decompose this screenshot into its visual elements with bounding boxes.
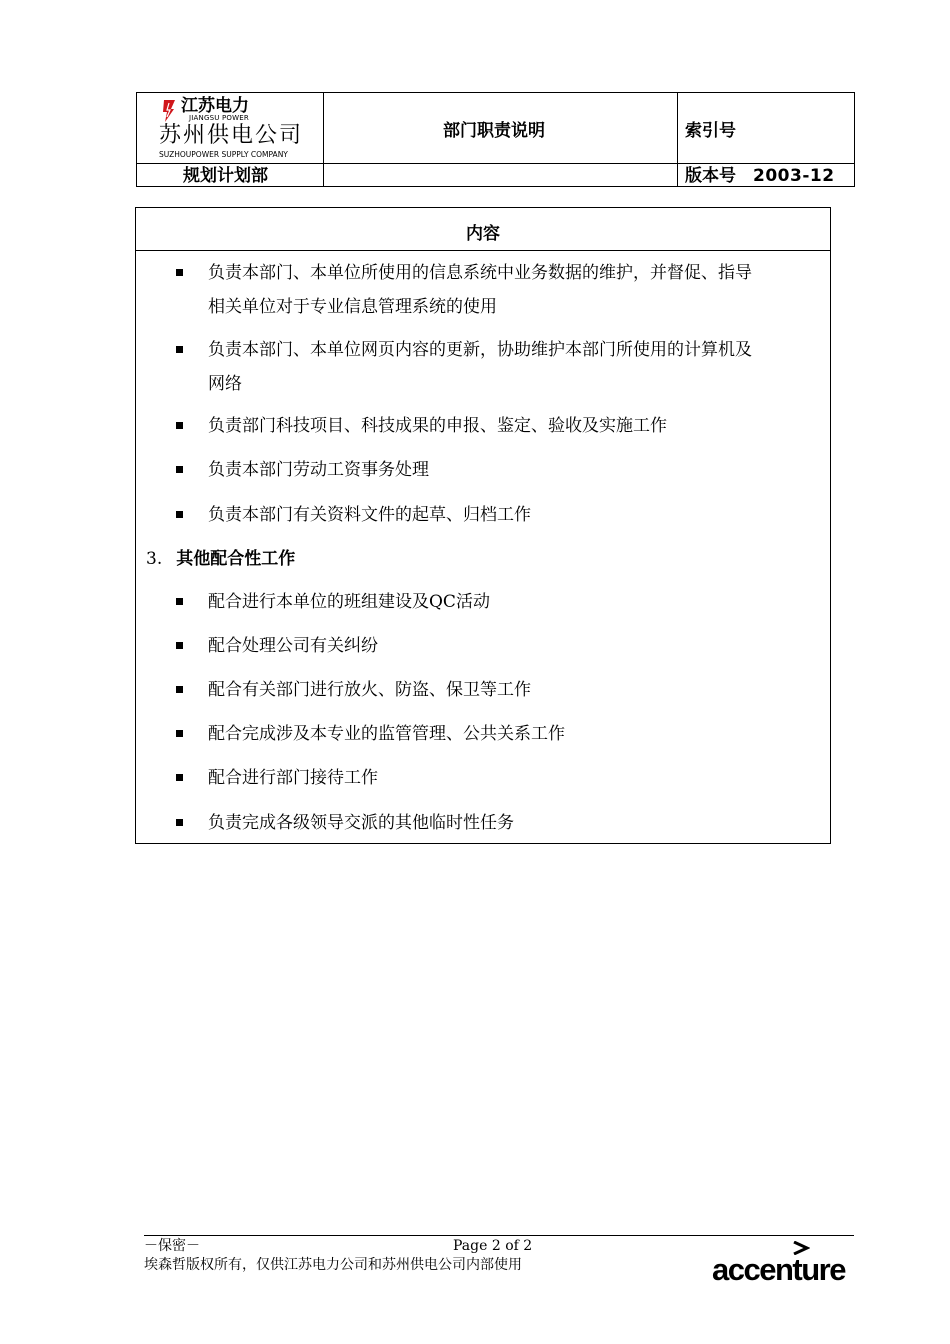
list-item: 负责本部门、本单位所使用的信息系统中业务数据的维护，并督促、指导 相关单位对于专业信息管理系统的使用 (208, 263, 752, 317)
bullet-icon (176, 730, 183, 737)
logo-brand-en: JIANGSU POWER (189, 114, 249, 122)
list-item: 配合完成涉及本专业的监管管理、公共关系工作 (208, 724, 565, 744)
page-number: Page 2 of 2 (453, 1238, 533, 1254)
bullet-icon (176, 686, 183, 693)
section-heading: 3. 其他配合性工作 (146, 549, 296, 569)
copyright-notice: 埃森哲版权所有，仅供江苏电力公司和苏州供电公司内部使用 (144, 1257, 522, 1273)
jiangsu-power-logo-icon (161, 100, 177, 122)
version-label: 版本号 (685, 166, 736, 186)
department-name: 规划计划部 (183, 166, 268, 186)
content-title: 内容 (466, 224, 500, 244)
list-item: 负责本部门劳动工资事务处理 (208, 460, 429, 480)
bullet-icon (176, 819, 183, 826)
list-item: 负责本部门、本单位网页内容的更新，协助维护本部门所使用的计算机及 网络 (208, 340, 752, 394)
bullet-icon (176, 598, 183, 605)
bullet-icon (176, 466, 183, 473)
list-item: 配合处理公司有关纠纷 (208, 636, 378, 656)
bullet-icon (176, 642, 183, 649)
version-value: 2003-12 (753, 166, 835, 186)
bullet-icon (176, 774, 183, 781)
bullet-icon (176, 422, 183, 429)
list-item: 负责完成各级领导交派的其他临时性任务 (208, 813, 514, 833)
doc-title: 部门职责说明 (443, 121, 545, 141)
logo-company-cn: 苏州供电公司 (159, 123, 304, 148)
list-item: 配合进行部门接待工作 (208, 768, 378, 788)
bullet-icon (176, 511, 183, 518)
list-item: 配合有关部门进行放火、防盗、保卫等工作 (208, 680, 531, 700)
accenture-logo: accenture (712, 1252, 845, 1287)
footer-divider (144, 1235, 854, 1236)
logo-company-en: SUZHOUPOWER SUPPLY COMPANY (159, 150, 288, 159)
index-label: 索引号 (685, 121, 736, 141)
list-item: 配合进行本单位的班组建设及QC活动 (208, 592, 490, 612)
logo-brand-cn: 江苏电力 (181, 96, 249, 116)
document-header-table (136, 92, 855, 187)
list-item: 负责本部门有关资料文件的起草、归档工作 (208, 505, 531, 525)
content-box (135, 207, 831, 844)
confidential-label: －保密－ (144, 1238, 200, 1254)
bullet-icon (176, 346, 183, 353)
bullet-icon (176, 269, 183, 276)
list-item: 负责部门科技项目、科技成果的申报、鉴定、验收及实施工作 (208, 416, 667, 436)
company-logo (137, 93, 323, 163)
